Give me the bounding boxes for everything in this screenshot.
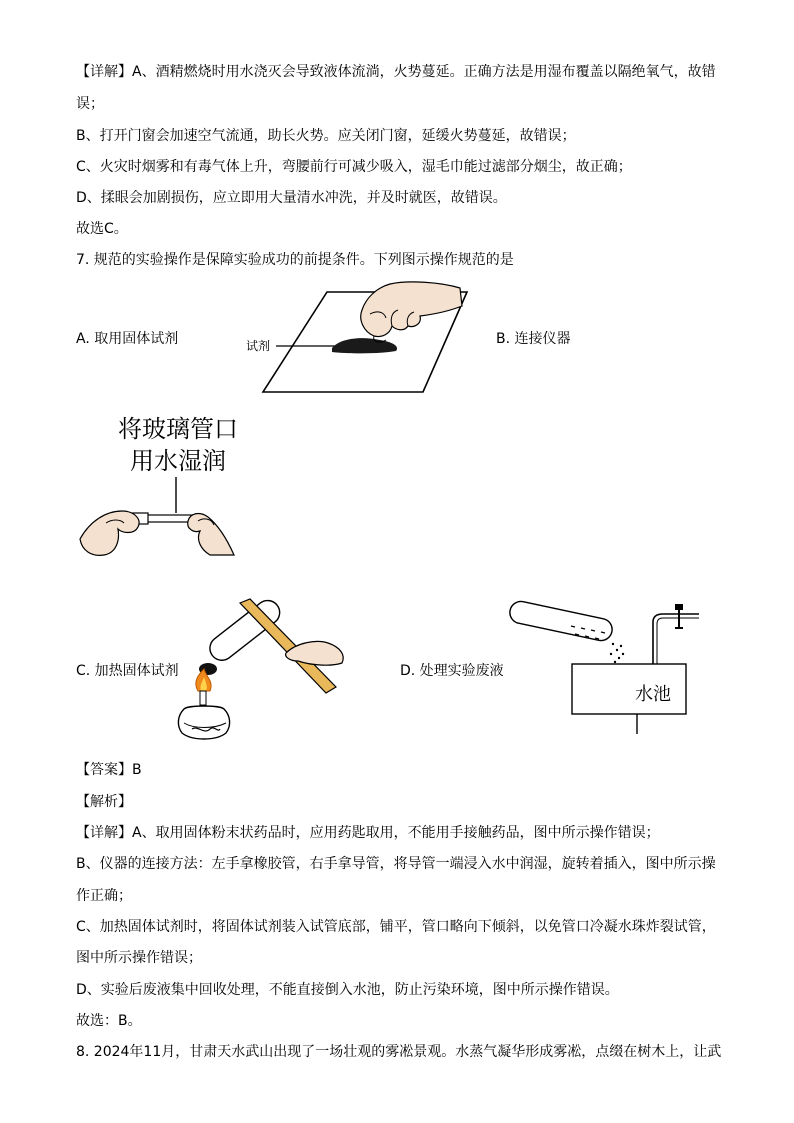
explanation-line: 【详解】A、酒精燃烧时用水浇灭会导致液体流淌，火势蔓延。正确方法是用湿布覆盖以隔绝氧气，故错 — [76, 64, 716, 80]
figure-d-label: 水池 — [635, 684, 671, 705]
analysis-line: B、仪器的连接方法：左手拿橡胶管，右手拿导管，将导管一端浸入水中润湿，旋转着插入，图中所示操 — [76, 856, 716, 872]
explanation-line: D、揉眼会加剧损伤，应立即用大量清水冲洗，并及时就医，故错误。 — [76, 190, 507, 206]
figure-c-heating-tube — [170, 595, 350, 745]
explanation-line: 误； — [76, 96, 104, 112]
option-d-label: D. 处理实验废液 — [400, 663, 504, 679]
analysis-line: 作正确； — [76, 888, 132, 904]
figure-d-waste-into-sink — [505, 600, 705, 740]
analysis-title: 【解析】 — [76, 794, 132, 810]
analysis-line: 【详解】A、取用固体粉末状药品时，应用药匙取用，不能用手接触药品，图中所示操作错误； — [76, 825, 660, 841]
option-c-label: C. 加热固体试剂 — [76, 663, 179, 679]
answer-line: 【答案】B — [76, 762, 142, 778]
analysis-line: C、加热固体试剂时，将固体试剂装入试管底部，铺平，管口略向下倾斜，以免管口冷凝水珠炸裂试管， — [76, 919, 716, 935]
figure-b-caption-1: 将玻璃管口 — [118, 415, 238, 443]
explanation-line: C、火灾时烟雾和有毒气体上升，弯腰前行可减少吸入，湿毛巾能过滤部分烟尘，故正确； — [76, 159, 632, 175]
analysis-conclusion: 故选：B。 — [76, 1013, 142, 1029]
analysis-line: 图中所示操作错误； — [76, 950, 202, 966]
question-8-stem: 8. 2024年11月，甘肃天水武山出现了一场壮观的雾凇景观。水蒸气凝华形成雾凇，点缀在树木上，让武 — [76, 1044, 722, 1060]
analysis-line: D、实验后废液集中回收处理，不能直接倒入水池，防止污染环境，图中所示操作错误。 — [76, 982, 619, 998]
figure-b-caption-2: 用水湿润 — [130, 447, 226, 475]
explanation-line: B、打开门窗会加速空气流通，助长火势。应关闭门窗，延缓火势蔓延，故错误； — [76, 128, 576, 144]
option-a-label: A. 取用固体试剂 — [76, 331, 179, 347]
conclusion-line: 故选C。 — [76, 221, 128, 237]
figure-a-powder-by-hand — [240, 280, 470, 400]
figure-b-connect-tubes — [76, 405, 256, 565]
figure-a-label: 试剂 — [246, 339, 271, 353]
option-b-label: B. 连接仪器 — [496, 331, 571, 347]
question-7-stem: 7. 规范的实验操作是保障实验成功的前提条件。下列图示操作规范的是 — [76, 252, 514, 268]
